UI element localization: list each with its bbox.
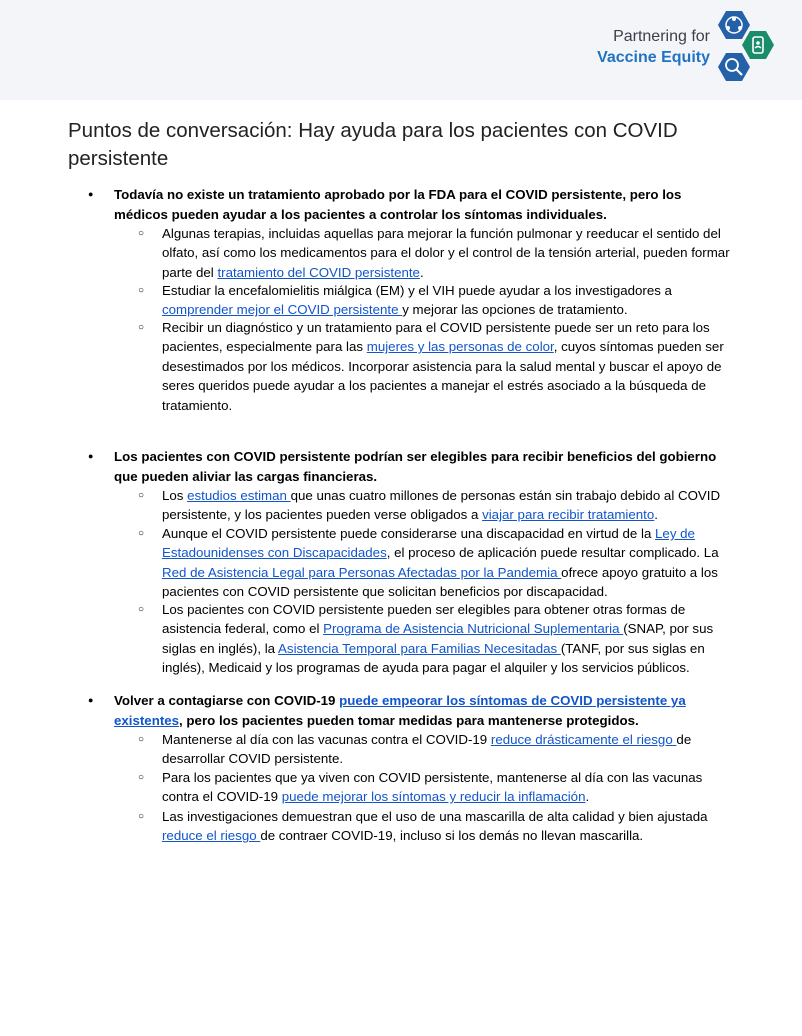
link-reduce-riesgo-drasticamente[interactable]: reduce drásticamente el riesgo [490,732,677,747]
item-text: . [585,789,590,805]
magnifier-icon [718,53,750,81]
item-text: Mantenerse al día con las vacunas contra el COVID-19 [162,732,491,747]
section-2-heading [114,447,729,486]
item-text: Aunque el COVID persistente puede considerarse una discapacidad en virtud de la [162,526,656,541]
section-3-item-1 [162,730,737,769]
item-text: Los [162,488,188,503]
item-text: Para los pacientes que ya viven con COVID persistente, mantenerse al día con las vacunas contra el COVID-19 [162,770,703,805]
section-2-item-3 [162,600,737,678]
link-empeorar-sintomas[interactable]: puede empeorar los síntomas de COVID persistente ya existentes [114,693,686,728]
brand-wordmark [597,26,710,68]
item-text: Estudiar la encefalomielitis miálgica (EM) y el VIH puede ayudar a los investigadores a [162,283,672,298]
link-mejorar-sintomas[interactable]: puede mejorar los síntomas y reducir la inflamación [281,789,586,805]
brand-line-1: Partnering for [613,28,710,45]
section-3-heading [114,691,729,730]
item-text: Recibir un diagnóstico y un tratamiento para el COVID persistente puede ser un reto para los pacientes, especialmente para las [162,320,710,355]
item-text: de contraer COVID-19, incluso si los demás no llevan mascarilla. [260,828,644,844]
item-text: . [654,507,658,523]
item-text: y mejorar las opciones de tratamiento. [402,302,628,318]
section-3-item-3 [162,807,737,846]
item-text: Algunas terapias, incluidas aquellas para mejorar la función pulmonar y reeducar el sentido del olfato, así como los medicamentos para el dolor y el control de la tensión arterial, pueden formar parte del [162,226,730,280]
item-text: ofrece apoyo gratuito a los pacientes con COVID persistente que solicitan beneficios por discapacidad. [162,564,718,600]
bullet-text: Todavía no existe un tratamiento aprobado por la FDA para el COVID persistente, pero los médicos pueden ayudar a los pacientes a controlar los síntomas individuales. [114,187,682,222]
item-text: de desarrollar COVID persistente. [162,732,692,767]
brand-logo-icon [708,9,792,89]
section-3-item-2 [162,768,737,807]
section-1-item-3 [162,318,737,415]
link-tanf[interactable]: Asistencia Temporal para Familias Necesitadas [278,640,561,656]
section-1-item-1 [162,224,737,282]
item-text: Los pacientes con COVID persistente pueden ser elegibles para obtener otras formas de asistencia federal, como el [162,602,686,637]
link-tratamiento-covid-persistente[interactable]: tratamiento del COVID persistente [217,264,420,280]
brand-line-2: Vaccine Equity [597,49,710,66]
item-text: (SNAP, por sus siglas en inglés), la [162,621,714,656]
bullet-text: , pero los pacientes pueden tomar medidas para mantenerse protegidos. [179,712,639,728]
section-2-item-1 [162,486,737,525]
link-viajar-tratamiento[interactable]: viajar para recibir tratamiento [482,507,655,523]
page-title: Puntos de conversación: Hay ayuda para los pacientes con COVID persistente [68,119,678,170]
link-red-asistencia-legal[interactable]: Red de Asistencia Legal para Personas Afectadas por la Pandemia [162,564,562,580]
section-2-item-2 [162,524,737,602]
item-text: Las investigaciones demuestran que el uso de una mascarilla de alta calidad y bien ajustada [162,809,708,824]
item-text: que unas cuatro millones de personas están sin trabajo debido al COVID persistente, y los pacientes pueden verse obligados a [162,488,721,523]
link-reduce-riesgo[interactable]: reduce el riesgo [162,828,261,844]
item-text: , el proceso de aplicación puede resultar complicado. La [386,545,719,561]
link-snap[interactable]: Programa de Asistencia Nutricional Suplementaria [323,621,624,637]
people-circle-icon [718,11,750,39]
item-text: (TANF, por sus siglas en inglés), Medicaid y los programas de ayuda para pagar el alquiler y los servicios públicos. [162,640,705,676]
bullet-text: Los pacientes con COVID persistente podrían ser elegibles para recibir beneficios del gobierno que pueden aliviar las cargas financieras. [114,449,717,484]
bullet-text: Volver a contagiarse con COVID-19 [114,693,340,708]
link-mujeres-personas-color[interactable]: mujeres y las personas de color [366,339,554,355]
page-header [0,0,802,100]
phone-icon [742,31,774,59]
link-comprender-mejor[interactable]: comprender mejor el COVID persistente [162,302,403,318]
link-estudios-estiman[interactable]: estudios estiman [187,488,291,503]
section-1-item-2 [162,281,737,320]
section-1-heading [114,185,729,224]
item-text: . [419,264,424,280]
item-text: , cuyos síntomas pueden ser desestimados por los médicos. Incorporar asistencia para la salud mental y buscar el apoyo de seres queridos puede ayudar a los pacientes a manejar el estrés asociado a la búsqueda de tratamiento. [162,339,724,413]
link-ley-discapacidades[interactable]: Ley de Estadounidenses con Discapacidades [162,526,695,561]
